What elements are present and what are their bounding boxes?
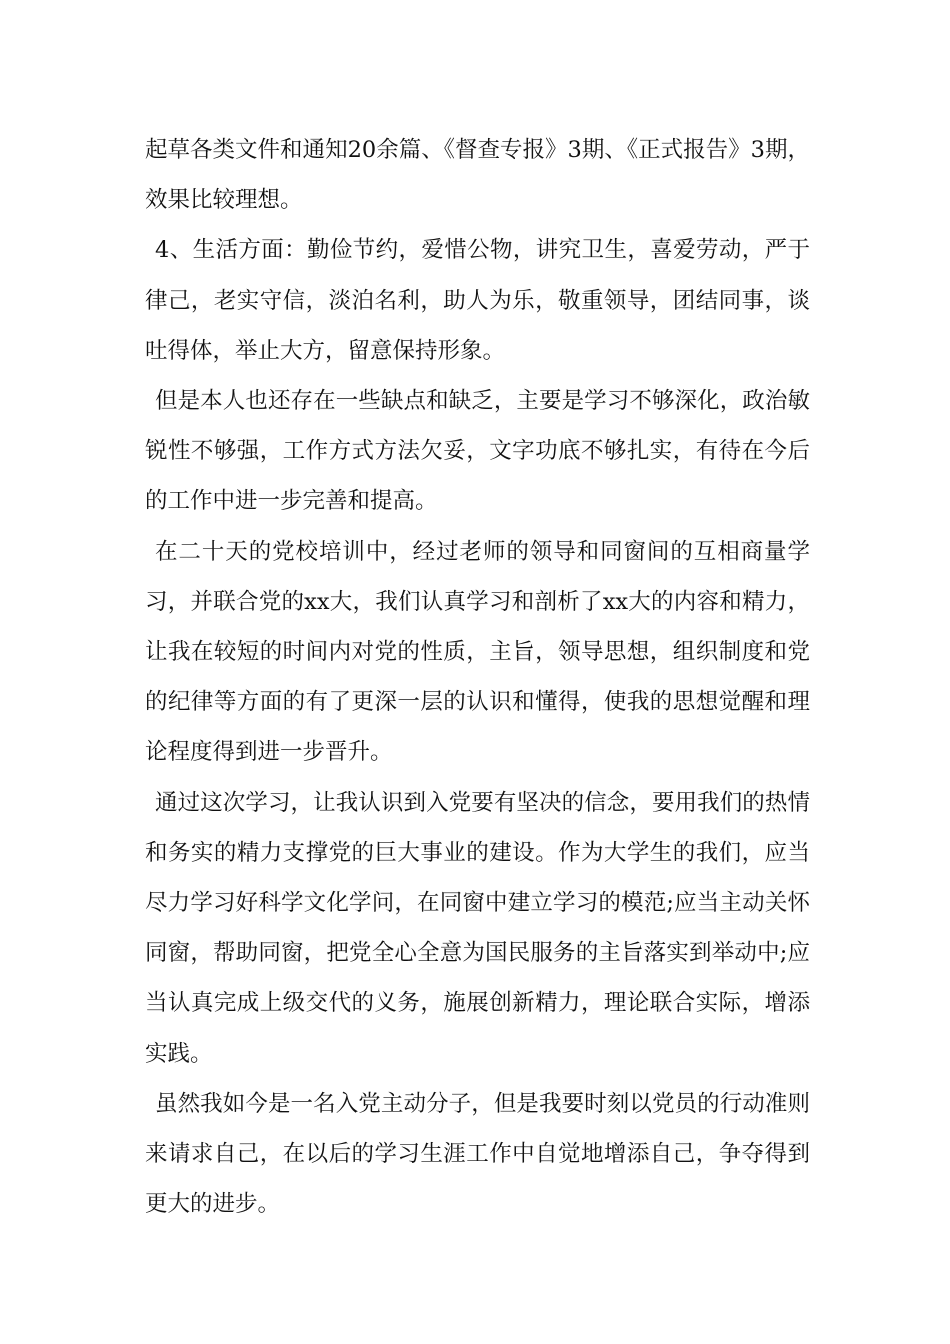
paragraph-party-school-training: 在二十天的党校培训中，经过老师的领导和同窗间的互相商量学习，并联合党的xx大，我们认真学习和剖析了xx大的内容和精力，让我在较短的时间内对党的性质，主旨，领导思想，组织制度和党的纪律等方面的有了更深一层的认识和懂得，使我的思想觉醒和理论程度得到进一步晋升。 [145, 538, 810, 766]
paragraph-study-reflection: 通过这次学习，让我认识到入党要有坚决的信念，要用我们的热情和务实的精力支撑党的巨大事业的建设。作为大学生的我们，应当尽力学习好科学文化学问，在同窗中建立学习的模范;应当主动关怀同窗，帮助同窗，把党全心全意为国民服务的主旨落实到举动中;应当认真完成上级交代的义务，施展创新精力，理论联合实际，增添实践。 [145, 789, 810, 1067]
document-body [145, 125, 810, 1229]
paragraph-life-aspects: 4、生活方面：勤俭节约，爱惜公物，讲究卫生，喜爱劳动，严于律己，老实守信，淡泊名利，助人为乐，敬重领导，团结同事，谈吐得体，举止大方，留意保持形象。 [145, 237, 810, 364]
paragraph-shortcomings: 但是本人也还存在一些缺点和缺乏，主要是学习不够深化，政治敏锐性不够强，工作方式方法欠妥，文字功底不够扎实，有待在今后的工作中进一步完善和提高。 [145, 388, 810, 515]
paragraph-conclusion: 虽然我如今是一名入党主动分子，但是我要时刻以党员的行动准则来请求自己，在以后的学习生涯工作中自觉地增添自己，争夺得到更大的进步。 [145, 1090, 810, 1218]
paragraph-continuation: 起草各类文件和通知20余篇、《督查专报》3期、《正式报告》3期，效果比较理想。 [145, 137, 810, 214]
